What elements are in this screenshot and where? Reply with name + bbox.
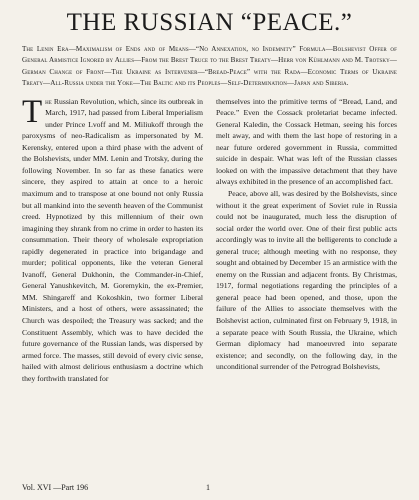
left-column [22,93,203,385]
right-paragraph-1: themselves into the primitive terms of “Bread, Land, and Peace.” Even the Cossack proletariat became infected. General Kaledin, the Cossack Hetman, seeing his forces melt away, and with them the last hope of restoring in a near future ordered government in Russia, committed suicide in despair. What was left of the Russian classes looked on with the impassive detachment that they have always exhibited in the presence of an accomplished fact. [216,96,397,187]
left-paragraph [22,93,203,385]
page-title: THE RUSSIAN “PEACE.” [66,9,353,36]
page-number: 1 [206,483,210,492]
volume-label: Vol. XVI —Part 196 [22,483,89,492]
right-column [216,96,397,385]
chapter-summary: The Lenin Era—Maximalism of Ends and of Means—“No Annexation, no Indemnity” Formula—Bolshevist Offer of General Armistice Ignored by Allies—From the Brest Truce to the Brest Treaty—Herr von Kühlmann and M. Trotsky—German Change of Front—The Ukraine as Intervener—“Bread-Peace” with the Rada—Economic Terms of Ukraine Treaty—All-Russia under the Yoke—The Baltic and its Peoples—Self-Determination—Japan and Siberia. [22,45,397,88]
drop-cap: T [22,93,43,130]
drop-cap-continuation: he [45,96,52,106]
left-column-text: Russian Revolution, which, since its outbreak in March, 1917, had passed from Liberal Imperialism under Prince Lvoff and M. Miliukoff through the paroxysms of neo-Radicalism as impersonated by M. Kerensky, entered upon a third phase with the advent of the Bolshevists, under MM. Lenin and Trotsky, during the following November. In so far as these fanatics were sincere, they aspired to attain at once to a heroic maximum and to transpose at one bound not only Russia but all mankind into the seventh heaven of the Communist creed. Hypnotized by this millennium of their own imagining they shrank from no crime in order to hasten its consummation. Their theory of wholesale expropriation rapidly degenerated in practice into brigandage and murder; political opponents, like the veteran General Ivanoff, General Dukhonin, the Commander-in-Chief, General Yanushkevitch, M. Goremykin, the ex-Premier, MM. Shingareff and Kokoshkin, two former Liberal Ministers, and a host of others, were assassinated; the Church was despoiled; the Treasury was sacked; and the Constituent Assembly, which was to have decided the future governance of the Russian lands, was dispersed by armed force. The masses, still devoid of every civic sense, hailed with almost delirious enthusiasm a doctrine which they forthwith translated for [22,96,203,383]
right-paragraph-2: Peace, above all, was desired by the Bolshevists, since without it the great experiment of Soviet rule in Russia could not be inaugurated, much less the disruption of social order the world over. One of their first public acts accordingly was to invite all the belligerents to conclude a general truce; although meeting with no response, they sought and obtained by December 15 an armistice with the enemy on the Russian and adjacent fronts. By Christmas, 1917, formal negotiations regarding the principles of a general peace had been opened, and those, upon the failure of the Allies to associate themselves with the Bolshevist action, culminated first on February 9, 1918, in a separate peace with South Russia, the Ukraine, which German diplomacy had manoeuvred into separate existence; and secondly, on the following day, in the unconditional surrender of the Petrograd Bolshevists, [216,189,397,372]
body-columns [22,93,397,385]
page-footer [22,483,397,492]
